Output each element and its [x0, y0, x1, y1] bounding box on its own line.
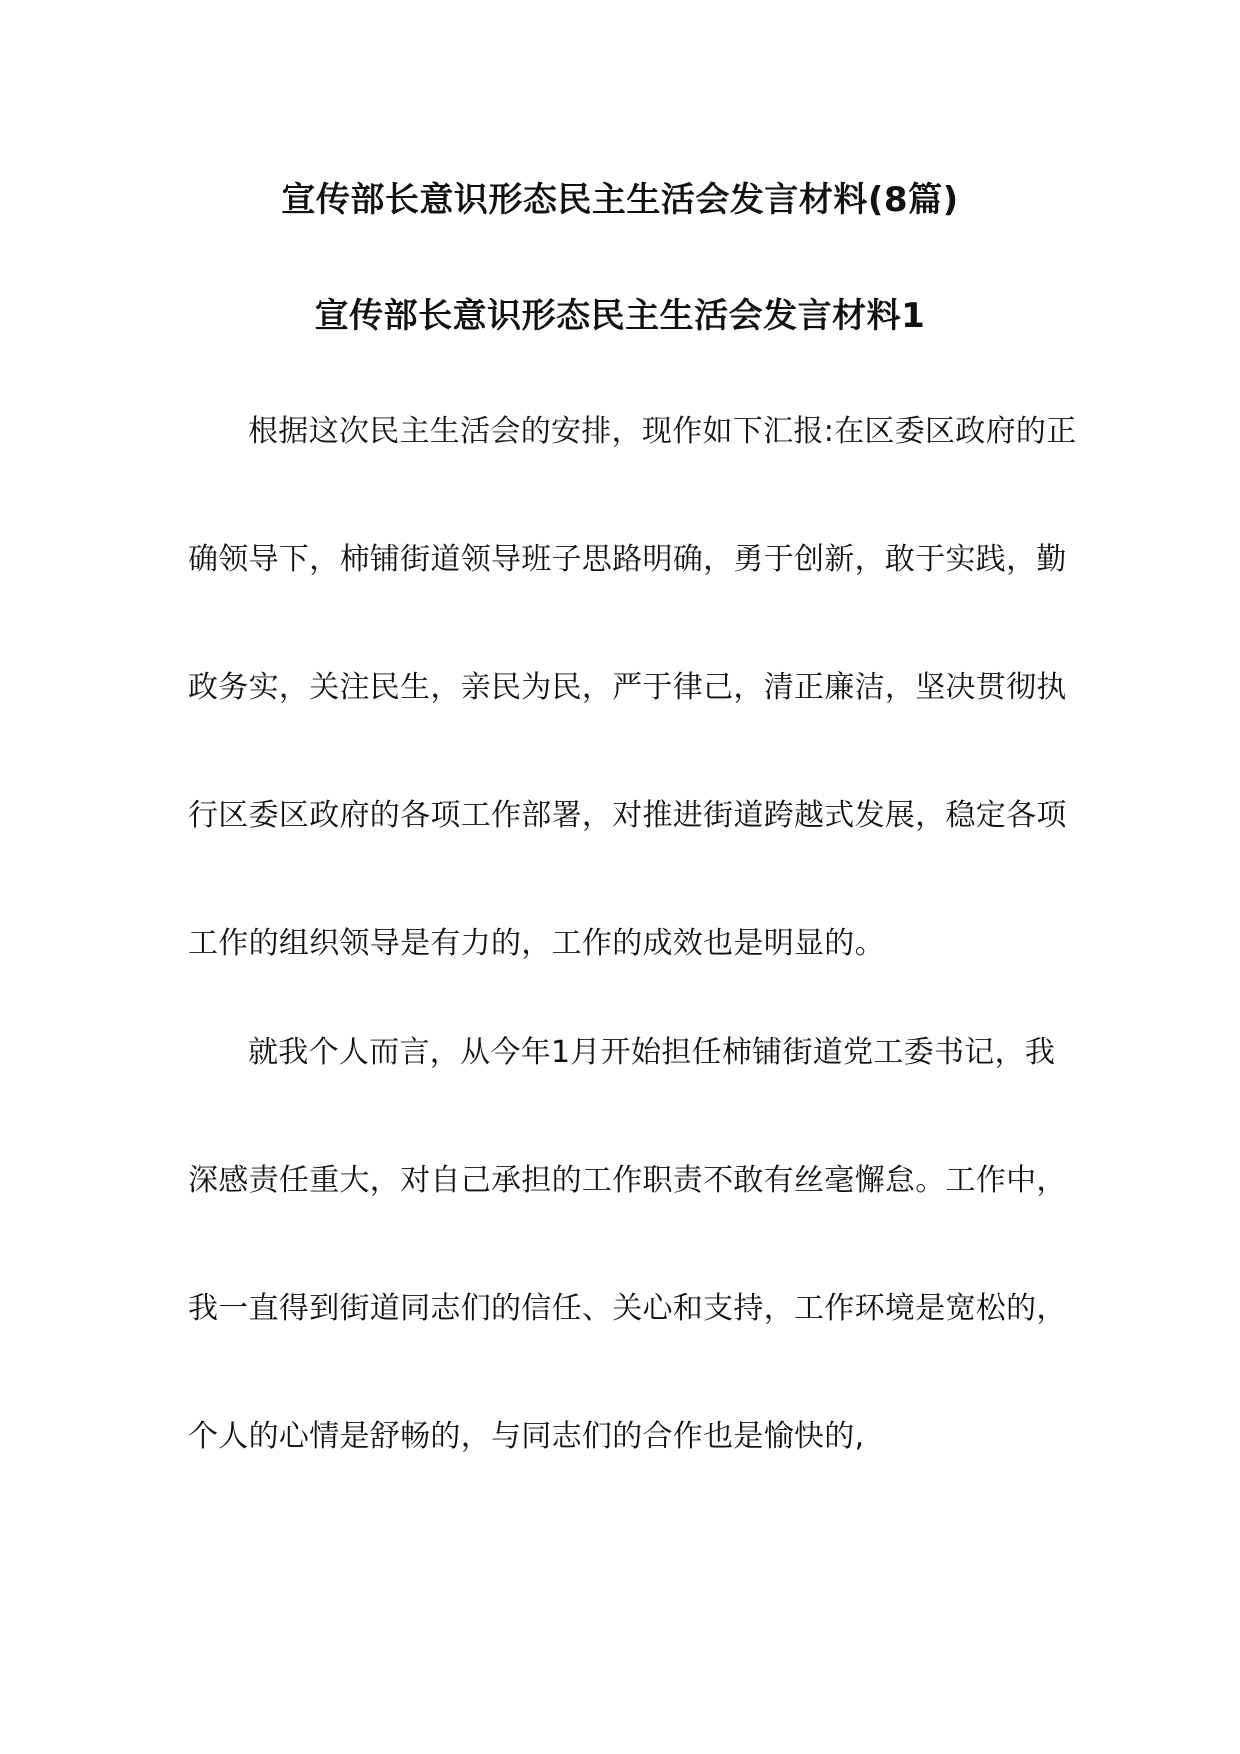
paragraph-line: 深感责任重大，对自己承担的工作职责不敢有丝毫懈怠。工作中，: [188, 1163, 1067, 1198]
paragraph-line: 政务实，关注民生，亲民为民，严于律己，清正廉洁，坚决贯彻执: [188, 670, 1067, 705]
paragraph-line: 我一直得到街道同志们的信任、关心和支持，工作环境是宽松的，: [188, 1291, 1067, 1326]
paragraph-line: 工作的组织领导是有力的，工作的成效也是明显的。: [188, 926, 885, 961]
section-title: 宣传部长意识形态民主生活会发言材料1: [314, 296, 926, 336]
paragraph-line: 根据这次民主生活会的安排，现作如下汇报:在区委区政府的正: [248, 414, 1077, 449]
paragraph-line: 行区委区政府的各项工作部署，对推进街道跨越式发展，稳定各项: [188, 798, 1067, 833]
paragraph-line: 个人的心情是舒畅的，与同志们的合作也是愉快的,: [188, 1419, 865, 1454]
paragraph-line: 就我个人而言，从今年1月开始担任柿铺街道党工委书记，我: [248, 1035, 1056, 1070]
paragraph-line: 确领导下，柿铺街道领导班子思路明确，勇于创新，敢于实践，勤: [188, 542, 1067, 577]
document-title: 宣传部长意识形态民主生活会发言材料(8篇): [281, 180, 959, 220]
